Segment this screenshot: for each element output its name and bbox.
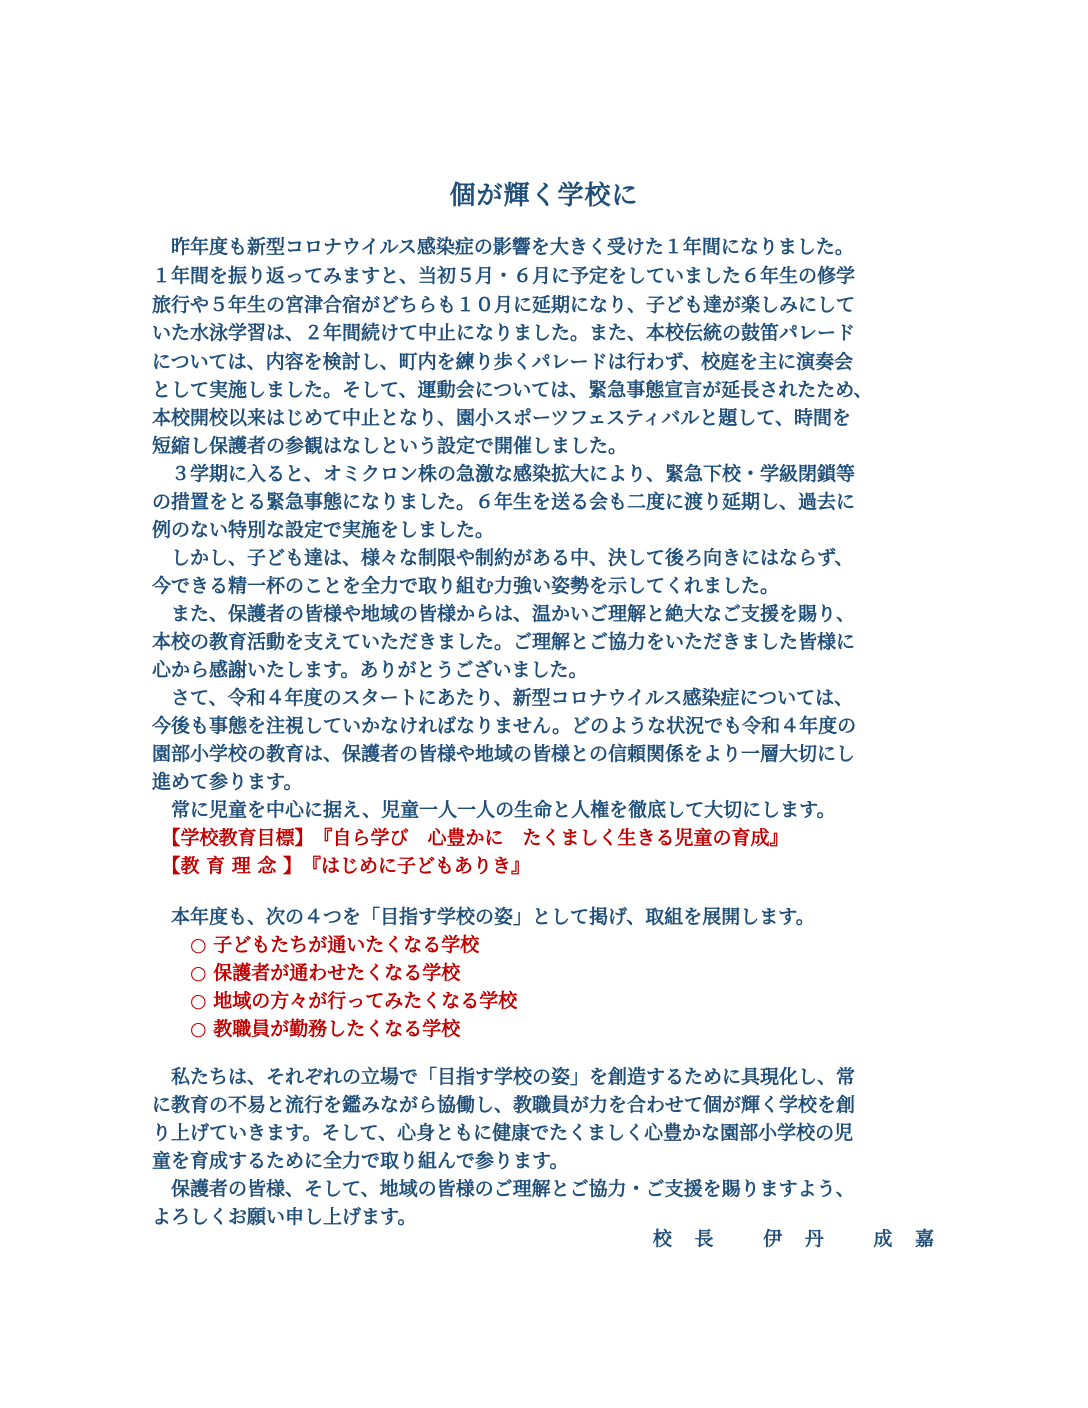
paragraph-line: 今後も事態を注視していかなければなりません。どのような状況でも令和４年度の [152, 715, 857, 737]
paragraph-line: 例のない特別な設定で実施をしました。 [152, 519, 495, 541]
target-item: ○ 教職員が勤務したくなる学校 [152, 1018, 461, 1040]
paragraph-line: については、内容を検討し、町内を練り歩くパレードは行わず、校庭を主に演奏会 [152, 351, 854, 373]
target-item: ○ 地域の方々が行ってみたくなる学校 [152, 990, 518, 1012]
paragraph-line: 進めて参ります。 [152, 771, 303, 793]
closing-line: 保護者の皆様、そして、地域の皆様のご理解とご協力・ご支援を賜りますよう、 [152, 1178, 855, 1200]
closing-line: 私たちは、それぞれの立場で「目指す学校の姿」を創造するために具現化し、常 [152, 1066, 856, 1088]
closing-line: よろしくお願い申し上げます。 [152, 1206, 417, 1228]
paragraph-line: 本校の教育活動を支えていただきました。ご理解とご協力をいただきました皆様に [152, 631, 856, 653]
paragraph-line: 短縮し保護者の参観はなしという設定で開催しました。 [152, 435, 628, 457]
target-item: ○ 保護者が通わせたくなる学校 [152, 962, 461, 984]
paragraph-line: ３学期に入ると、オミクロン株の急激な感染拡大により、緊急下校・学級閉鎖等 [152, 463, 856, 485]
school-goal: 【学校教育目標】 『自ら学び 心豊かに たくましく生きる児童の育成』 [152, 827, 789, 849]
paragraph-line: として実施しました。そして、運動会については、緊急事態宣言が延長されたため、 [152, 379, 873, 401]
closing-line: に教育の不易と流行を鑑みながら協働し、教職員が力を合わせて個が輝く学校を創 [152, 1094, 856, 1116]
principal-signature: 校 長 伊 丹 成 嘉 [652, 1228, 942, 1250]
targets-intro: 本年度も、次の４つを「目指す学校の姿」として掲げ、取組を展開します。 [152, 906, 815, 928]
paragraph-line: 昨年度も新型コロナウイルス感染症の影響を大きく受けた１年間になりました。 [152, 236, 854, 258]
closing-line: 童を育成するために全力で取り組んで参ります。 [152, 1150, 569, 1172]
closing-line: り上げていきます。そして、心身ともに健康でたくましく心豊かな園部小学校の児 [152, 1122, 854, 1144]
paragraph-line: 旅行や５年生の宮津合宿がどちらも１０月に延期になり、子ども達が楽しみにして [152, 294, 856, 316]
education-philosophy: 【教 育 理 念 】 『はじめに子どもありき』 [152, 855, 530, 877]
paragraph-line: の措置をとる緊急事態になりました。６年生を送る会も二度に渡り延期し、過去に [152, 491, 856, 513]
paragraph-line: いた水泳学習は、２年間続けて中止になりました。また、本校伝統の鼓笛パレード [152, 322, 856, 344]
paragraph-line: さて、令和４年度のスタートにあたり、新型コロナウイルス感染症については、 [152, 687, 854, 709]
paragraph-line: 心から感謝いたします。ありがとうございました。 [152, 659, 588, 681]
page-title: 個が輝く学校に [449, 181, 639, 211]
paragraph-line: また、保護者の皆様や地域の皆様からは、温かいご理解と絶大なご支援を賜り、 [152, 603, 856, 625]
paragraph-line: 園部小学校の教育は、保護者の皆様や地域の皆様との信頼関係をより一層大切にし [152, 743, 856, 765]
paragraph-line: １年間を振り返ってみますと、当初５月・６月に予定をしていました６年生の修学 [152, 265, 856, 287]
paragraph-line: しかし、子ども達は、様々な制限や制約がある中、決して後ろ向きにはならず、 [152, 547, 854, 569]
paragraph-line: 今できる精一杯のことを全力で取り組む力強い姿勢を示してくれました。 [152, 575, 780, 597]
paragraph-line: 常に児童を中心に据え、児童一人一人の生命と人権を徹底して大切にします。 [152, 799, 836, 821]
target-item: ○ 子どもたちが通いたくなる学校 [152, 934, 480, 956]
paragraph-line: 本校開校以来はじめて中止となり、園小スポーツフェスティバルと題して、時間を [152, 407, 852, 429]
